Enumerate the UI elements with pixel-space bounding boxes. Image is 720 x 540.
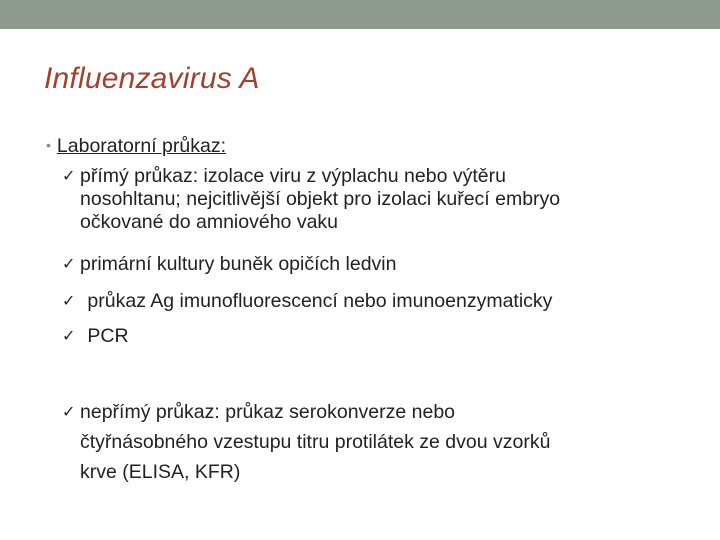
check-icon: ✓ [62, 168, 76, 185]
check-icon: ✓ [62, 328, 76, 345]
check-icon: ✓ [62, 256, 76, 273]
check-item-pcr [62, 325, 129, 348]
check-item-primary-cultures [62, 253, 397, 276]
check-item-ag-detection [62, 290, 552, 313]
top-bar [0, 0, 720, 29]
item-line: nosohltanu; nejcitlivější objekt pro izolaci kuřecí embryo [80, 188, 561, 210]
item-line: přímý průkaz: izolace viru z výplachu nebo výtěru [80, 165, 506, 187]
main-bullet-label: Laboratorní průkaz: [56, 135, 227, 157]
item-line: nepřímý průkaz: průkaz serokonverze nebo [80, 401, 456, 423]
slide-title: Influenzavirus A [44, 62, 260, 95]
item-line: PCR [82, 325, 129, 347]
item-line: očkované do amniového vaku [80, 211, 339, 233]
check-item-direct-proof [62, 165, 560, 234]
item-line: průkaz Ag imunofluorescencí nebo imunoenzymaticky [82, 290, 553, 312]
check-icon: ✓ [62, 293, 76, 310]
item-line: primární kultury buněk opičích ledvin [80, 253, 397, 275]
check-icon: ✓ [62, 404, 76, 421]
bullet-dot-icon: • [46, 137, 51, 153]
main-bullet [46, 135, 226, 158]
item-line: čtyřnásobného vzestupu titru protilátek ze dvou vzorků [80, 431, 551, 453]
check-item-indirect-proof [62, 401, 550, 484]
item-line: krve (ELISA, KFR) [80, 461, 241, 483]
